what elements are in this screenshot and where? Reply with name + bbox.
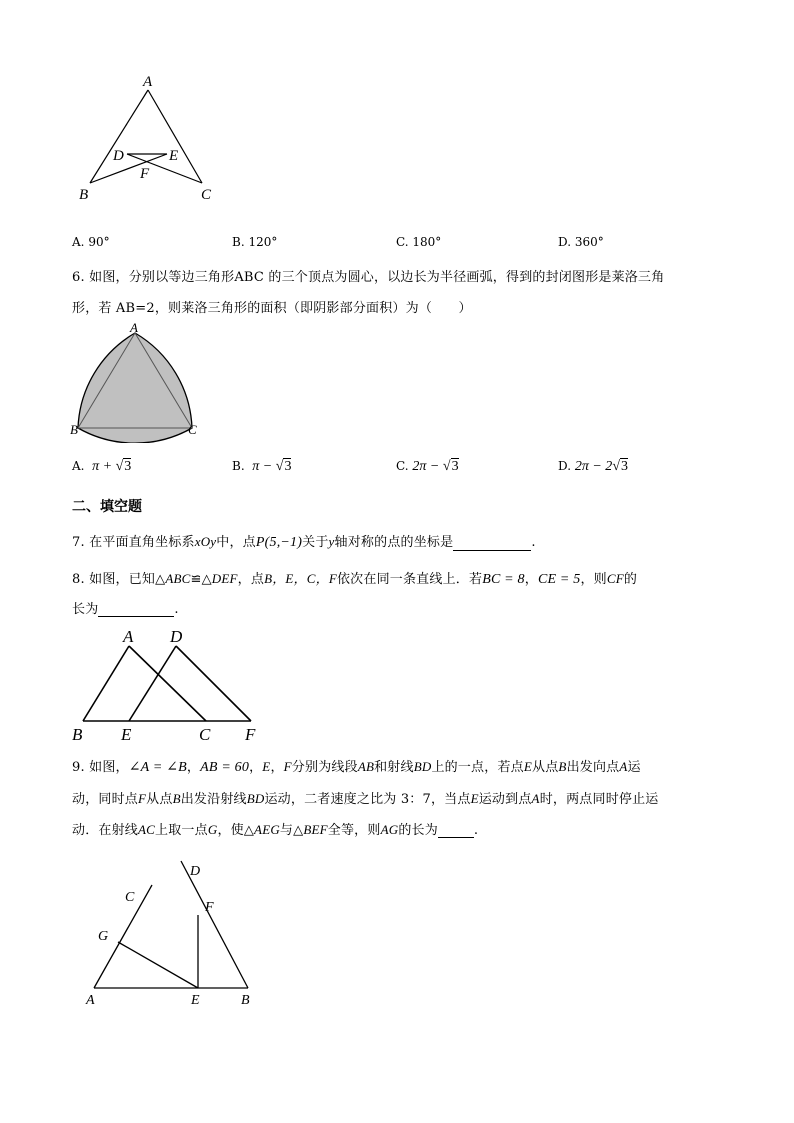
q9-l1o: 从点 <box>532 760 559 775</box>
q8-line-1 <box>72 568 637 588</box>
q9-l3a: 动．在射线 <box>72 823 139 838</box>
q7-suffix: 轴对称的点的坐标是 <box>334 535 454 550</box>
q9-g: G <box>207 822 218 837</box>
q9-l3g: 与△ <box>279 823 304 838</box>
q8-comma: ， <box>524 572 538 587</box>
q8-line-2 <box>72 598 179 617</box>
q7-mid2: 关于 <box>302 535 329 550</box>
q5-label-e: E <box>169 148 179 164</box>
q6-option-a: A. π + √3 <box>72 459 132 474</box>
q7-text <box>72 531 536 551</box>
q8-points: B，E，C，F <box>264 571 337 586</box>
q9-l1c: ， <box>186 760 201 775</box>
q8-answer-blank[interactable] <box>98 615 174 617</box>
q9-angle-eq: ∠A = ∠B <box>128 760 187 775</box>
q8-p4: ，则 <box>580 572 607 587</box>
q8-congruent: ≌△ <box>190 572 212 587</box>
q8-label-b: B <box>72 725 83 744</box>
option-radicand: 3 <box>621 459 628 474</box>
q9-label-d: D <box>190 864 201 879</box>
q9-bef: BEF <box>303 822 328 837</box>
option-radicand: 3 <box>284 459 292 474</box>
option-letter: B. <box>232 235 245 249</box>
q6-line-1: 6. 如图，分别以等边三角形ABC 的三个顶点为圆心，以边长为半径画弧，得到的封闭图形是莱洛三角 <box>72 270 665 285</box>
q9-l1m: 上的一点，若点 <box>431 760 524 775</box>
q9-b2: B <box>172 791 181 806</box>
option-radicand: 3 <box>124 459 132 474</box>
q9-line-2 <box>72 788 659 807</box>
q6-label-b: B <box>70 422 78 437</box>
q9-l1e: ， <box>249 760 263 775</box>
q9-l2e: 出发沿射线 <box>180 792 247 807</box>
option-radicand: 3 <box>451 459 459 474</box>
option-letter: C. <box>396 459 409 473</box>
q7-axis: y <box>328 534 335 549</box>
q8-p5: 的 <box>623 572 638 587</box>
q9-l2c: 从点 <box>146 792 173 807</box>
q7-prefix: 7. 在平面直角坐标系 <box>72 535 195 550</box>
q9-l1i: 分别为线段 <box>291 760 358 775</box>
q8-end: . <box>174 602 179 617</box>
option-text: 360° <box>574 235 604 249</box>
q7-coord-system: xOy <box>194 534 217 549</box>
q9-e3: E <box>470 791 479 806</box>
q9-answer-blank[interactable] <box>438 836 474 838</box>
q9-label-c: C <box>125 890 135 905</box>
q9-label-b: B <box>241 993 250 1008</box>
q9-figure <box>76 855 276 1015</box>
q9-e: E <box>262 759 271 774</box>
q9-bd2: BD <box>246 791 265 806</box>
q6-option-c: C. 2π − √3 <box>396 459 459 474</box>
q6-option-b: B. π − √3 <box>232 459 292 474</box>
q9-l1a: 9. 如图， <box>72 760 129 775</box>
q5-label-c: C <box>201 187 212 203</box>
q9-ab: AB = 60 <box>200 760 250 775</box>
q9-l2k: 时，两点同时停止运 <box>539 792 659 807</box>
q8-label-f: F <box>245 725 256 744</box>
q8-p1: 8. 如图，已知△ <box>72 572 166 587</box>
q9-ab-seg: AB <box>357 759 375 774</box>
option-text: 90° <box>88 235 110 249</box>
q5-label-d: D <box>113 148 124 164</box>
option-letter: B. <box>232 459 245 473</box>
q9-l1g: ， <box>270 760 284 775</box>
q9-label-f: F <box>205 900 214 915</box>
q9-l1s: 运 <box>627 760 641 775</box>
q9-l1q: 出发向点 <box>566 760 620 775</box>
q9-aeg: AEG <box>254 822 280 837</box>
option-expression: π − <box>252 459 276 474</box>
option-text: 120° <box>248 235 278 249</box>
q5-figure <box>70 68 230 208</box>
q8-ce: CE = 5 <box>537 572 581 587</box>
q8-p2: ，点 <box>237 572 265 587</box>
option-expression: π + <box>92 459 116 474</box>
q9-l2g: 运动，二者速度之比为 3：7，当点 <box>264 792 471 807</box>
option-letter: C. <box>396 235 409 249</box>
q8-abc: ABC <box>165 571 191 586</box>
option-letter: D. <box>558 235 572 249</box>
option-expression: 2π − <box>412 459 443 474</box>
q9-e2: E <box>523 759 533 774</box>
q8-label-e: E <box>121 725 132 744</box>
q8-label-c: C <box>199 725 211 744</box>
q9-a2: A <box>531 791 540 806</box>
q6-label-c: C <box>188 422 197 437</box>
q9-l3i: 全等，则 <box>327 823 381 838</box>
q5-label-b: B <box>79 187 89 203</box>
q9-a: A <box>619 759 628 774</box>
q8-cf: CF <box>606 571 624 586</box>
option-text: 180° <box>412 235 442 249</box>
q9-bd: BD <box>413 759 432 774</box>
q8-label-d: D <box>170 627 183 646</box>
q6-line-2: 形，若 AB=2，则莱洛三角形的面积（即阴影部分面积）为（ ） <box>72 301 472 316</box>
q7-mid: 中，点 <box>216 535 256 550</box>
section-title: 二、填空题 <box>72 499 142 515</box>
q9-l3e: ，使△ <box>217 823 255 838</box>
q9-ag: AG <box>380 822 399 837</box>
q9-f: F <box>283 759 292 774</box>
q9-ac: AC <box>138 822 156 837</box>
q9-l2i: 运动到点 <box>478 792 532 807</box>
q5-label-f: F <box>140 166 150 182</box>
q9-label-e: E <box>191 993 200 1008</box>
q9-label-a: A <box>86 993 95 1008</box>
q5-option-c <box>396 235 441 249</box>
q9-l3c: 上取一点 <box>155 823 208 838</box>
q7-end: . <box>531 535 536 550</box>
q9-label-g: G <box>98 929 109 944</box>
q8-def: DEF <box>211 571 238 586</box>
q5-option-b <box>232 235 277 249</box>
q7-answer-blank[interactable] <box>453 549 531 551</box>
q9-l3k: 的长为 <box>398 823 438 838</box>
option-expression: 2π − 2 <box>574 459 613 474</box>
q5-option-a <box>72 235 110 249</box>
q5-option-d <box>558 235 604 249</box>
q6-option-d: D. 2π − 2√3 <box>558 459 628 474</box>
q9-b: B <box>558 759 567 774</box>
option-letter: A. <box>72 235 85 249</box>
option-letter: A. <box>72 459 85 473</box>
option-letter: D. <box>558 459 572 473</box>
q8-line2-text: 长为 <box>72 602 99 617</box>
q9-l2a: 动，同时点 <box>72 792 139 807</box>
q8-bc: BC = 8 <box>482 572 525 587</box>
q9-l1k: 和射线 <box>374 760 414 775</box>
q5-label-a: A <box>143 74 153 90</box>
q8-p3: 依次在同一条直线上．若 <box>336 572 483 587</box>
q9-end: . <box>473 823 479 838</box>
q9-line-1 <box>72 756 641 776</box>
q8-label-a: A <box>123 627 134 646</box>
q7-point: P(5,−1) <box>255 535 303 550</box>
q9-f2: F <box>138 791 147 806</box>
q9-line-3 <box>72 819 478 838</box>
q6-figure <box>66 318 216 443</box>
q8-figure <box>66 624 276 746</box>
q6-label-a: A <box>130 320 138 335</box>
